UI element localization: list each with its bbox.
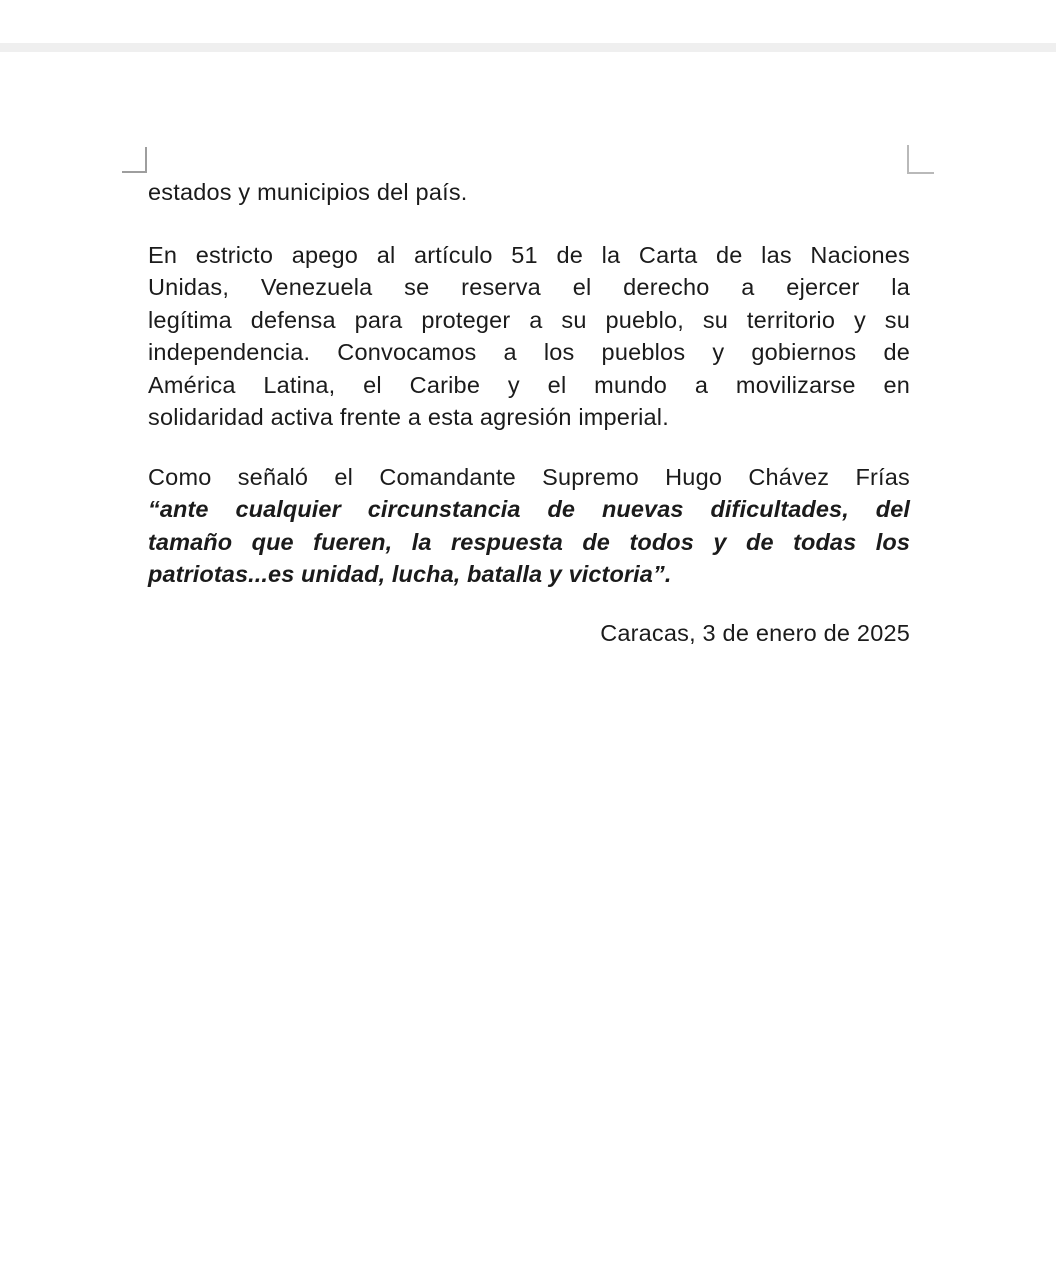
text-line: independencia. Convocamos a los pueblos y gobiernos de xyxy=(148,339,910,365)
paragraph-articulo-51 xyxy=(148,239,910,434)
dateline: Caracas, 3 de enero de 2025 xyxy=(600,619,910,646)
text-line: solidaridad activa frente a esta agresión imperial. xyxy=(148,404,669,430)
text-line: estados y municipios del país. xyxy=(148,179,468,205)
text-line: En estricto apego al artículo 51 de la Carta de las Naciones xyxy=(148,241,910,268)
text-line: Unidas, Venezuela se reserva el derecho a ejercer la xyxy=(148,274,910,300)
page-top-shadow-band xyxy=(0,43,1056,52)
document-body xyxy=(148,176,910,649)
paragraph-estados-municipios xyxy=(148,176,910,209)
paragraph-chavez-intro xyxy=(148,461,910,494)
paragraph-chavez-quote xyxy=(148,493,910,591)
text-line: legítima defensa para proteger a su pueblo, su territorio y su xyxy=(148,306,910,333)
text-line: “ante cualquier circunstancia de nuevas dificultades, del xyxy=(148,496,910,522)
text-line: Como señaló el Comandante Supremo Hugo Chávez Frías xyxy=(148,463,910,490)
text-line: América Latina, el Caribe y el mundo a movilizarse en xyxy=(148,371,910,398)
letterhead-corner-mark-right xyxy=(907,145,934,174)
letterhead-corner-mark-left xyxy=(122,147,147,173)
text-line: patriotas...es unidad, lucha, batalla y victoria”. xyxy=(148,561,672,587)
text-line: tamaño que fueren, la respuesta de todos y de todas los xyxy=(148,528,910,555)
